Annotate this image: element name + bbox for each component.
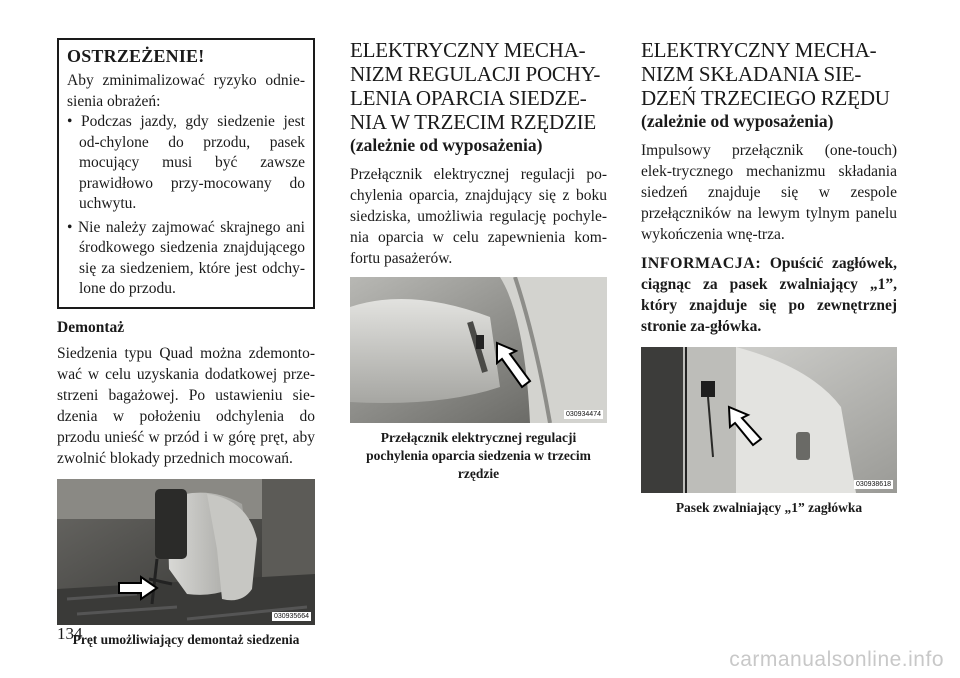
warning-list — [67, 112, 305, 300]
fold-caption: Pasek zwalniający „1” zagłówka — [675, 500, 863, 515]
recline-switch-illustration — [350, 277, 607, 423]
headrest-strap-photo — [641, 347, 897, 493]
photo-code: 030934474 — [565, 411, 601, 418]
right-column — [641, 38, 897, 517]
removal-heading: Demontaż — [57, 318, 125, 336]
headrest-strap-illustration — [641, 347, 897, 493]
fold-heading-line: DZEŃ TRZECIEGO RZĘDU — [641, 86, 890, 110]
removal-caption: Pręt umożliwiający demontaż siedzenia — [72, 631, 300, 647]
recline-switch-photo — [350, 277, 607, 423]
recline-heading-line: NIZM REGULACJI POCHY- — [350, 62, 601, 86]
fold-subheading: (zależnie od wyposażenia) — [641, 111, 834, 131]
fold-heading-line: ELEKTRYCZNY MECHA- — [641, 38, 877, 62]
recline-heading-line: NIA W TRZECIM RZĘDZIE — [350, 110, 597, 134]
fold-heading-line: NIZM SKŁADANIA SIE- — [641, 62, 862, 86]
photo-code: 030938618 — [855, 481, 891, 488]
middle-column — [350, 38, 607, 483]
recline-heading — [350, 38, 607, 134]
page-number: 134 — [57, 624, 83, 643]
info-label: INFORMACJA: — [641, 255, 762, 272]
warning-intro: Aby zminimalizować ryzyko odnie-sienia obrażeń: — [67, 72, 305, 110]
warning-title: OSTRZEŻENIE! — [67, 46, 205, 66]
warning-box — [57, 38, 315, 309]
info-text: Opuścić zagłówek, ciągnąc za pasek zwalniający „1”, który znajduje się po zewnętrznej stronie za-główka. — [641, 255, 897, 335]
watermark: carmanualsonline.info — [729, 648, 944, 671]
info-note — [641, 253, 897, 337]
fold-heading — [641, 38, 897, 110]
warning-bullet: • Nie należy zajmować skrajnego ani środkowego siedzenia znajdującego się za siedzeniem, które jest odchy-lone do przodu. — [67, 218, 305, 300]
seat-removal-photo — [57, 479, 315, 625]
seat-removal-illustration — [57, 479, 315, 625]
photo-code: 030935664 — [273, 612, 309, 620]
warning-bullet: • Podczas jazdy, gdy siedzenie jest od-chylone do przodu, pasek mocujący musi być zawsze prawidłowo przy-mocowany do uchwytu. — [67, 112, 305, 215]
recline-subheading: (zależnie od wyposażenia) — [350, 135, 543, 155]
recline-heading-line: LENIA OPARCIA SIEDZE- — [350, 86, 587, 110]
left-column — [57, 38, 315, 649]
recline-caption: Przełącznik elektrycznej regulacji pochylenia oparcia siedzenia w trzecim rzędzie — [366, 430, 591, 481]
fold-text: Impulsowy przełącznik (one-touch) elek-trycznego mechanizmu składania siedzeń znajduje się w zespole przełączników na lewym tylnym panelu wykończenia wnę-trza. — [641, 142, 897, 243]
removal-text: Siedzenia typu Quad można zdemonto-wać w celu uzyskania dodatkowej prze-strzeni bagażowej. Po ustawieniu sie-dzenia w położeniu odchylenia do przodu unieść w przód i w górę pręt, aby zwolnić blokady przednich mocowań. — [57, 344, 315, 467]
recline-text: Przełącznik elektrycznej regulacji po-chylenia oparcia, znajdujący się z boku siedziska, umożliwia regulację pochyle-nia oparcia w celu zapewnienia kom-fortu pasażerów. — [350, 166, 607, 267]
recline-heading-line: ELEKTRYCZNY MECHA- — [350, 38, 586, 62]
